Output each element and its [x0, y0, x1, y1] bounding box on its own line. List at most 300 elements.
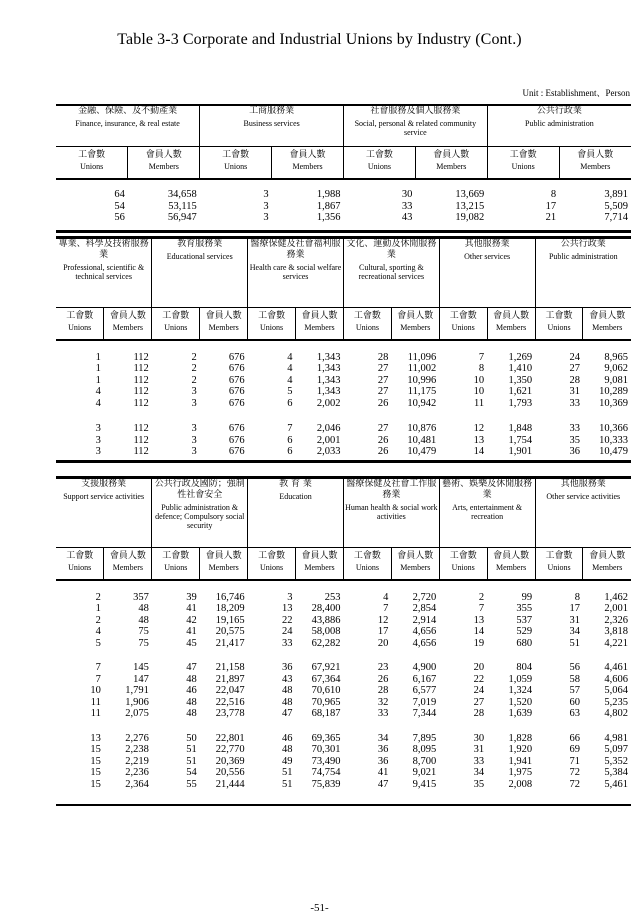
members-cell: 10,942: [407, 397, 437, 409]
unions-cell: 42: [186, 614, 197, 626]
members-cell: 676: [228, 374, 245, 386]
members-cell: 1,941: [508, 755, 533, 767]
members-cell: 112: [133, 423, 149, 434]
members-cell: 355: [516, 603, 533, 614]
unions-cell: 15: [90, 755, 101, 767]
members-cell: 4,606: [604, 673, 628, 685]
industry-name-en: Support service activities: [63, 492, 145, 501]
industry-header: [200, 105, 344, 146]
column-header-en: Unions: [451, 323, 475, 332]
members-column-header: [296, 308, 344, 340]
unions-column-header: [535, 308, 583, 340]
column-header-en: Unions: [68, 323, 92, 332]
unions-cell: 5: [95, 637, 101, 649]
industry-name-zh: 醫療保健及社會福利服務業: [250, 239, 341, 260]
unions-cell: 33: [569, 423, 580, 434]
unions-cell: 48: [282, 696, 293, 708]
unions-cell: 28: [473, 708, 485, 719]
members-cell: 62,282: [311, 637, 341, 649]
industry-header: [344, 105, 488, 146]
column-subheader-row: [56, 146, 631, 179]
unions-cell: 26: [377, 446, 389, 457]
members-cell: 145: [133, 662, 149, 673]
members-cell: 11,002: [407, 363, 437, 374]
members-cell: 20,556: [215, 767, 245, 778]
unions-cell: 64: [114, 189, 125, 200]
unions-cell: 22: [282, 614, 293, 626]
unions-cell: 7: [478, 351, 485, 363]
unions-column-header: [343, 308, 391, 340]
unions-cell: 72: [569, 778, 580, 790]
unions-cell: 20: [473, 662, 485, 673]
column-header-zh: 會員人數: [589, 311, 626, 321]
industry-name-en: Arts, entertainment & recreation: [452, 503, 523, 521]
members-cell: 69,365: [311, 732, 341, 744]
members-cell: 5,064: [604, 685, 628, 696]
data-row: [56, 697, 631, 709]
members-cell: 112: [133, 351, 149, 363]
column-header-en: Unions: [164, 323, 188, 332]
unions-cell: 35: [569, 434, 580, 446]
column-header-zh: 工會數: [222, 149, 250, 160]
unions-cell: 30: [401, 189, 413, 200]
industry-name-en: Human health & social work activities: [345, 503, 438, 521]
unions-cell: 60: [569, 696, 580, 708]
column-header-en: Unions: [68, 563, 92, 572]
members-column-header: [391, 548, 439, 580]
unions-cell: 28: [377, 351, 389, 363]
members-cell: 10,876: [407, 423, 437, 434]
industry-name-en: Educational services: [166, 252, 233, 261]
column-header-zh: 工會數: [162, 311, 190, 321]
column-header-zh: 工會數: [78, 149, 106, 160]
members-cell: 53,115: [168, 200, 197, 212]
unions-cell: 13: [90, 732, 101, 744]
industry-name-en: Social, personal & related community service: [354, 119, 477, 137]
members-cell: 23,778: [215, 708, 245, 719]
members-cell: 1,988: [316, 189, 341, 200]
column-header-zh: 會員人數: [493, 311, 530, 321]
unions-column-header: [535, 548, 583, 580]
members-cell: 2,219: [125, 755, 149, 767]
members-cell: 2,002: [316, 397, 341, 409]
members-cell: 68,187: [311, 708, 341, 719]
column-header-zh: 工會數: [545, 551, 573, 561]
members-cell: 7,714: [604, 212, 628, 223]
members-cell: 8,965: [604, 351, 628, 363]
members-cell: 7,344: [412, 708, 437, 719]
unions-cell: 33: [401, 200, 413, 212]
industry-header: [152, 238, 248, 308]
members-cell: 4,656: [412, 626, 437, 637]
industry-header: [535, 478, 631, 548]
column-header-en: Members: [148, 161, 179, 171]
data-row: [56, 626, 631, 638]
unions-cell: 3: [95, 446, 101, 457]
members-cell: 1,828: [508, 732, 533, 744]
unions-cell: 33: [282, 637, 293, 649]
unions-cell: 51: [282, 767, 293, 778]
column-header-zh: 工會數: [365, 149, 393, 160]
column-header-en: Unions: [164, 563, 188, 572]
unions-cell: 36: [377, 755, 389, 767]
column-header-zh: 工會數: [449, 311, 477, 321]
spacer-row: [56, 580, 631, 592]
members-cell: 70,301: [311, 744, 341, 755]
column-header-zh: 工會數: [353, 311, 381, 321]
unions-cell: 12: [473, 423, 485, 434]
unions-cell: 34: [377, 732, 389, 744]
unions-cell: 4: [287, 374, 293, 386]
unions-cell: 28: [569, 374, 580, 386]
data-row: [56, 189, 631, 201]
members-cell: 6,167: [412, 673, 437, 685]
members-cell: 253: [324, 591, 341, 603]
members-cell: 5,509: [604, 200, 628, 212]
unions-cell: 41: [186, 603, 197, 614]
members-cell: 2,001: [316, 434, 341, 446]
unions-cell: 3: [287, 591, 293, 603]
industry-name-en: Cultural, sporting & recreational services: [358, 263, 425, 281]
column-header-zh: 工會數: [258, 311, 286, 321]
industry-name-zh: 醫療保健及社會工作服務業: [346, 479, 437, 500]
unions-cell: 4: [95, 386, 101, 397]
members-cell: 676: [228, 386, 245, 397]
members-cell: 11,175: [407, 386, 437, 397]
unions-cell: 50: [186, 732, 197, 744]
unions-cell: 71: [569, 755, 580, 767]
spacer-row: [56, 224, 631, 232]
column-header-en: Members: [208, 563, 239, 572]
members-cell: 1,059: [508, 673, 533, 685]
unions-cell: 22: [473, 673, 485, 685]
unions-cell: 6: [287, 397, 293, 409]
data-row: [56, 352, 631, 364]
members-cell: 22,801: [215, 732, 245, 744]
industry-name-en: Education: [279, 492, 312, 501]
column-header-zh: 會員人數: [433, 149, 470, 160]
column-header-zh: 工會數: [353, 551, 381, 561]
members-cell: 21,897: [215, 673, 245, 685]
unions-cell: 3: [95, 423, 101, 434]
members-cell: 676: [228, 446, 245, 457]
unions-cell: 2: [478, 591, 485, 603]
unions-cell: 45: [186, 637, 197, 649]
members-cell: 1,324: [508, 685, 533, 696]
column-subheader-row: [56, 308, 631, 340]
members-cell: 2,236: [125, 767, 149, 778]
unions-cell: 47: [282, 708, 293, 719]
members-column-header: [128, 146, 200, 179]
unions-cell: 15: [90, 767, 101, 778]
members-cell: 1,343: [316, 351, 341, 363]
unions-column-header: [439, 548, 487, 580]
column-header-zh: 工會數: [162, 551, 190, 561]
members-cell: 21,417: [215, 637, 245, 649]
members-cell: 13,669: [455, 189, 485, 200]
industry-name-zh: 教 育 業: [279, 479, 312, 489]
members-cell: 10,289: [599, 386, 628, 397]
members-cell: 4,221: [604, 637, 628, 649]
industry-header-row: [56, 105, 631, 146]
unions-cell: 28: [377, 685, 389, 696]
members-cell: 112: [133, 374, 149, 386]
industry-header: [56, 105, 200, 146]
members-cell: 4,900: [412, 662, 437, 673]
unions-column-header: [248, 548, 296, 580]
industry-header: [535, 238, 631, 308]
members-column-header: [104, 548, 152, 580]
industry-name-zh: 其他服務業: [560, 479, 606, 489]
unions-cell: 41: [186, 626, 197, 637]
unions-cell: 56: [569, 662, 580, 673]
unions-cell: 1: [95, 351, 101, 363]
unions-cell: 41: [377, 767, 389, 778]
unions-column-header: [439, 308, 487, 340]
members-cell: 2,854: [412, 603, 437, 614]
members-cell: 4,461: [604, 662, 628, 673]
members-column-header: [583, 308, 631, 340]
members-cell: 9,021: [412, 767, 437, 778]
members-cell: 1,462: [604, 591, 628, 603]
members-cell: 22,516: [215, 696, 245, 708]
members-cell: 7,019: [412, 696, 437, 708]
members-cell: 67,921: [311, 662, 341, 673]
column-header-en: Unions: [260, 323, 284, 332]
members-cell: 1,343: [316, 386, 341, 397]
unions-cell: 48: [186, 708, 197, 719]
members-column-header: [415, 146, 487, 179]
members-cell: 1,848: [508, 423, 533, 434]
members-cell: 357: [133, 591, 149, 603]
unions-cell: 31: [473, 744, 485, 755]
column-header-zh: 會員人數: [577, 149, 614, 160]
members-cell: 6,577: [412, 685, 437, 696]
members-column-header: [272, 146, 344, 179]
members-cell: 2,364: [125, 778, 149, 790]
spacer-row: [56, 649, 631, 662]
industry-name-en: Public administration: [548, 252, 618, 261]
industry-header: [343, 238, 439, 308]
unions-cell: 63: [569, 708, 580, 719]
unions-cell: 31: [569, 386, 580, 397]
members-cell: 112: [133, 434, 149, 446]
unions-cell: 48: [186, 673, 197, 685]
members-cell: 4,656: [412, 637, 437, 649]
unions-cell: 2: [95, 614, 101, 626]
unions-cell: 2: [191, 351, 197, 363]
members-cell: 16,746: [215, 591, 245, 603]
spacer-row: [56, 340, 631, 352]
members-cell: 1,350: [508, 374, 533, 386]
unions-cell: 3: [191, 386, 197, 397]
unions-cell: 15: [90, 744, 101, 755]
spacer-row: [56, 409, 631, 423]
members-cell: 10,479: [407, 446, 437, 457]
members-cell: 70,610: [311, 685, 341, 696]
unions-cell: 51: [282, 778, 293, 790]
industry-name-en: Public administration & defence; Compulsory social security: [155, 503, 245, 530]
members-cell: 73,490: [311, 755, 341, 767]
members-cell: 10,369: [599, 397, 628, 409]
column-header-en: Unions: [451, 563, 475, 572]
unions-cell: 3: [263, 212, 269, 223]
unions-cell: 4: [95, 626, 101, 637]
column-header-en: Unions: [355, 563, 379, 572]
unions-cell: 43: [401, 212, 413, 223]
members-cell: 1,791: [125, 685, 149, 696]
members-cell: 537: [516, 614, 533, 626]
unions-cell: 36: [377, 744, 389, 755]
members-cell: 22,770: [215, 744, 245, 755]
members-cell: 3,891: [604, 189, 628, 200]
column-header-zh: 工會數: [66, 551, 94, 561]
unions-cell: 27: [377, 423, 389, 434]
members-cell: 75,839: [311, 778, 341, 790]
industry-header: [439, 238, 535, 308]
members-cell: 147: [133, 673, 149, 685]
column-header-zh: 會員人數: [301, 551, 338, 561]
industry-name-zh: 其他服務業: [464, 239, 510, 249]
unions-cell: 51: [186, 755, 197, 767]
column-header-zh: 會員人數: [109, 551, 146, 561]
unions-cell: 46: [282, 732, 293, 744]
unions-cell: 17: [377, 626, 389, 637]
unions-cell: 10: [473, 374, 485, 386]
unions-cell: 24: [569, 351, 580, 363]
spacer-row: [56, 179, 631, 189]
members-cell: 1,410: [508, 363, 533, 374]
column-header-en: Members: [580, 161, 611, 171]
industry-header: [56, 238, 152, 308]
members-column-header: [391, 308, 439, 340]
members-cell: 2,008: [508, 778, 533, 790]
members-cell: 48: [138, 614, 149, 626]
unions-column-header: [56, 548, 104, 580]
unions-cell: 27: [473, 696, 485, 708]
members-cell: 4,802: [604, 708, 628, 719]
unions-cell: 11: [474, 397, 485, 409]
data-row: [56, 638, 631, 650]
unions-cell: 47: [186, 662, 197, 673]
column-header-zh: 會員人數: [145, 149, 182, 160]
unions-column-header: [487, 146, 559, 179]
unions-cell: 3: [191, 446, 197, 457]
members-cell: 1,269: [508, 351, 533, 363]
unions-cell: 54: [186, 767, 197, 778]
members-cell: 56,947: [167, 212, 197, 223]
members-cell: 676: [228, 434, 245, 446]
column-header-en: Members: [304, 323, 335, 332]
members-cell: 1,520: [508, 696, 533, 708]
members-cell: 676: [228, 423, 245, 434]
members-cell: 5,235: [604, 696, 628, 708]
page-number: -51-: [310, 902, 329, 914]
unions-cell: 27: [569, 363, 580, 374]
members-cell: 9,081: [604, 374, 628, 386]
unions-cell: 6: [287, 434, 293, 446]
unions-cell: 3: [263, 200, 269, 212]
column-header-zh: 會員人數: [301, 311, 338, 321]
column-header-zh: 會員人數: [205, 311, 242, 321]
members-cell: 2,033: [316, 446, 341, 457]
unions-cell: 48: [282, 685, 293, 696]
members-cell: 1,920: [508, 744, 533, 755]
members-column-header: [487, 308, 535, 340]
members-column-header: [200, 308, 248, 340]
unions-cell: 10: [90, 685, 101, 696]
industry-name-zh: 藝術、娛樂及休閒服務業: [442, 479, 533, 500]
members-column-header: [104, 308, 152, 340]
unions-cell: 33: [377, 708, 389, 719]
members-cell: 5,352: [604, 755, 628, 767]
members-cell: 529: [516, 626, 533, 637]
unions-cell: 17: [545, 200, 557, 212]
column-header-zh: 會員人數: [493, 551, 530, 561]
members-cell: 1,901: [508, 446, 533, 457]
members-cell: 1,639: [508, 708, 533, 719]
unions-cell: 11: [90, 696, 101, 708]
industry-header-row: [56, 238, 631, 308]
data-row: [56, 446, 631, 458]
column-header-zh: 會員人數: [589, 551, 626, 561]
unions-cell: 12: [377, 614, 389, 626]
members-cell: 1,356: [316, 212, 341, 223]
members-cell: 20,575: [215, 626, 245, 637]
members-cell: 112: [133, 386, 149, 397]
members-cell: 18,209: [215, 603, 245, 614]
members-cell: 10,481: [407, 434, 437, 446]
industry-name-en: Public administration: [525, 119, 594, 128]
members-cell: 9,415: [412, 778, 437, 790]
column-header-zh: 工會數: [449, 551, 477, 561]
members-column-header: [200, 548, 248, 580]
members-cell: 5,097: [604, 744, 628, 755]
industry-header: [248, 478, 344, 548]
data-row: [56, 685, 631, 697]
industry-name-zh: 專業、科學及技術服務業: [58, 239, 149, 260]
data-row: [56, 201, 631, 213]
spacer-row: [56, 790, 631, 805]
industry-header: [248, 238, 344, 308]
members-cell: 8,095: [412, 744, 437, 755]
column-header-zh: 會員人數: [289, 149, 326, 160]
members-cell: 5,461: [604, 778, 628, 790]
column-header-zh: 工會數: [258, 551, 286, 561]
members-cell: 28,400: [311, 603, 341, 614]
data-row: [56, 615, 631, 627]
unions-cell: 21: [545, 212, 557, 223]
unions-cell: 26: [377, 673, 389, 685]
members-cell: 804: [516, 662, 533, 673]
data-row: [56, 423, 631, 435]
data-row: [56, 363, 631, 375]
column-header-zh: 會員人數: [205, 551, 242, 561]
unions-cell: 3: [191, 434, 197, 446]
members-cell: 676: [228, 363, 245, 374]
members-cell: 1,343: [316, 363, 341, 374]
unions-column-header: [344, 146, 416, 179]
unions-cell: 35: [473, 778, 485, 790]
industry-name-zh: 教育服務業: [177, 239, 223, 249]
members-cell: 1,793: [508, 397, 533, 409]
column-header-en: Members: [400, 323, 431, 332]
industry-header: [439, 478, 535, 548]
unions-cell: 17: [569, 603, 580, 614]
unions-cell: 8: [550, 189, 557, 200]
data-row: [56, 212, 631, 224]
members-cell: 9,062: [604, 363, 628, 374]
